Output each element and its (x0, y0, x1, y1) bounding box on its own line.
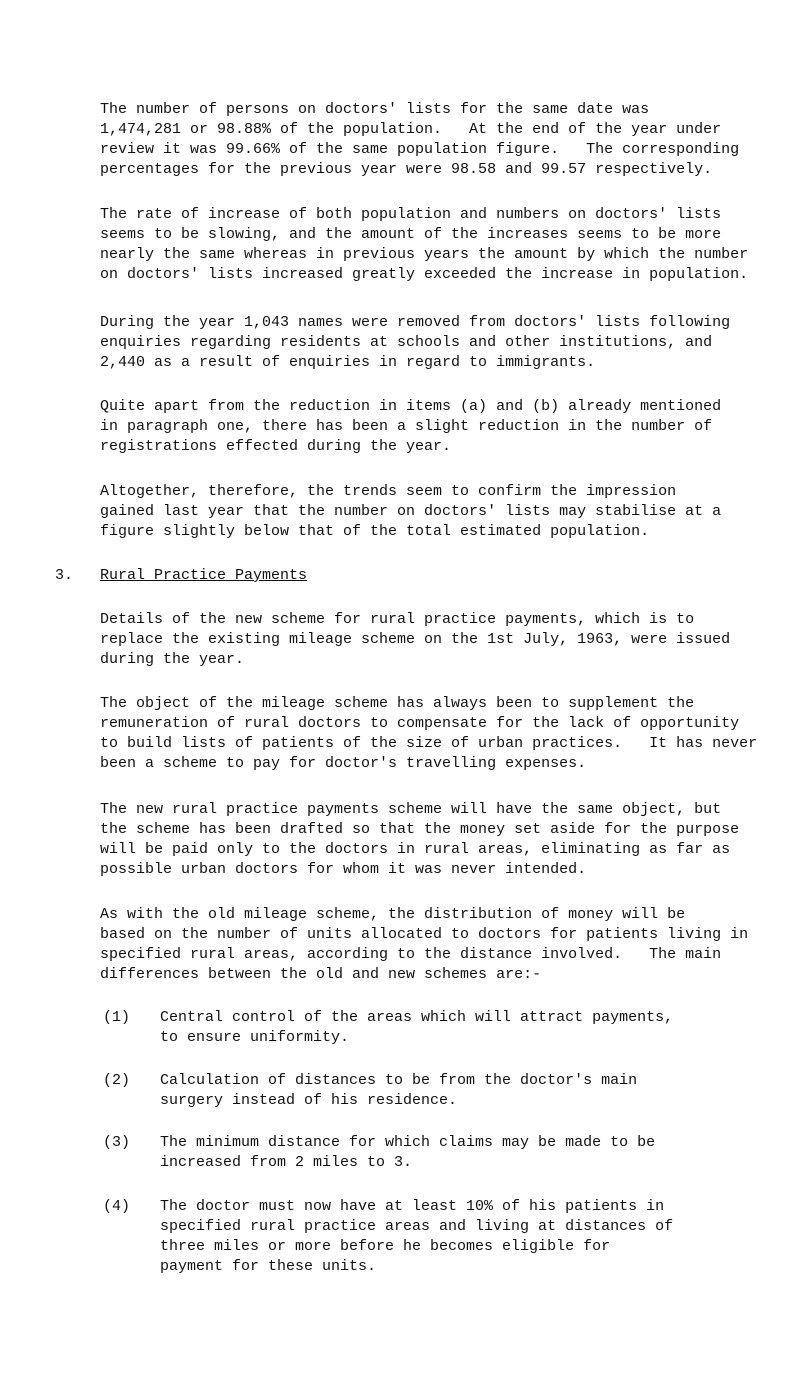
section-title: Rural Practice Payments (100, 567, 308, 584)
list-item-number: (2) (103, 1072, 131, 1089)
list-item: The minimum distance for which claims may be made to be increased from 2 miles to 3. (160, 1134, 656, 1171)
paragraph-scheme-details: Details of the new scheme for rural practice payments, which is to replace the existing mileage scheme on the 1st July, 1963, were issued during the year. (100, 611, 731, 668)
paragraph-mileage-object: The object of the mileage scheme has always been to supplement the remuneration of rural doctors to compensate for the lack of opportunity to build lists of patients of the size of urban practices. It has never been a scheme to pay for doctor's travelling expenses. (100, 695, 758, 772)
paragraph-population-percentages: The number of persons on doctors' lists for the same date was 1,474,281 or 98.88% of the population. At the end of the year under review it was 99.66% of the same population figure. The corresponding percentages for the previous year were 98.58 and 99.57 respectively. (100, 101, 740, 178)
paragraph-rate-of-increase: The rate of increase of both population and numbers on doctors' lists seems to be slowing, and the amount of the increases seems to be more nearly the same whereas in previous years the amount by which the number on doctors' lists increased greatly exceeded the increase in population. (100, 206, 749, 283)
list-item: The doctor must now have at least 10% of his patients in specified rural practice areas and living at distances of three miles or more before he becomes eligible for payment for these units. (160, 1198, 674, 1275)
section-number: 3. (55, 567, 74, 584)
list-item-number: (4) (103, 1198, 131, 1215)
paragraph-distribution: As with the old mileage scheme, the distribution of money will be based on the number of units allocated to doctors for patients living in specified rural areas, according to the distance involved. The main differences between the old and new schemes are:- (100, 906, 749, 983)
list-item: Calculation of distances to be from the doctor's main surgery instead of his residence. (160, 1072, 638, 1109)
paragraph-trends: Altogether, therefore, the trends seem to confirm the impression gained last year that the number on doctors' lists may stabilise at a figure slightly below that of the total estimated population. (100, 483, 722, 540)
list-item: Central control of the areas which will attract payments, to ensure uniformity. (160, 1009, 674, 1046)
paragraph-reduction-items: Quite apart from the reduction in items (a) and (b) already mentioned in paragraph one, there has been a slight reduction in the number of registrations effected during the year. (100, 398, 722, 455)
list-item-number: (1) (103, 1009, 131, 1026)
paragraph-names-removed: During the year 1,043 names were removed from doctors' lists following enquiries regarding residents at schools and other institutions, and 2,440 as a result of enquiries in regard to immigrants. (100, 314, 731, 371)
list-item-number: (3) (103, 1134, 131, 1151)
paragraph-new-scheme: The new rural practice payments scheme will have the same object, but the scheme has been drafted so that the money set aside for the purpose will be paid only to the doctors in rural areas, eliminating as far as possible urban doctors for whom it was never intended. (100, 801, 740, 878)
